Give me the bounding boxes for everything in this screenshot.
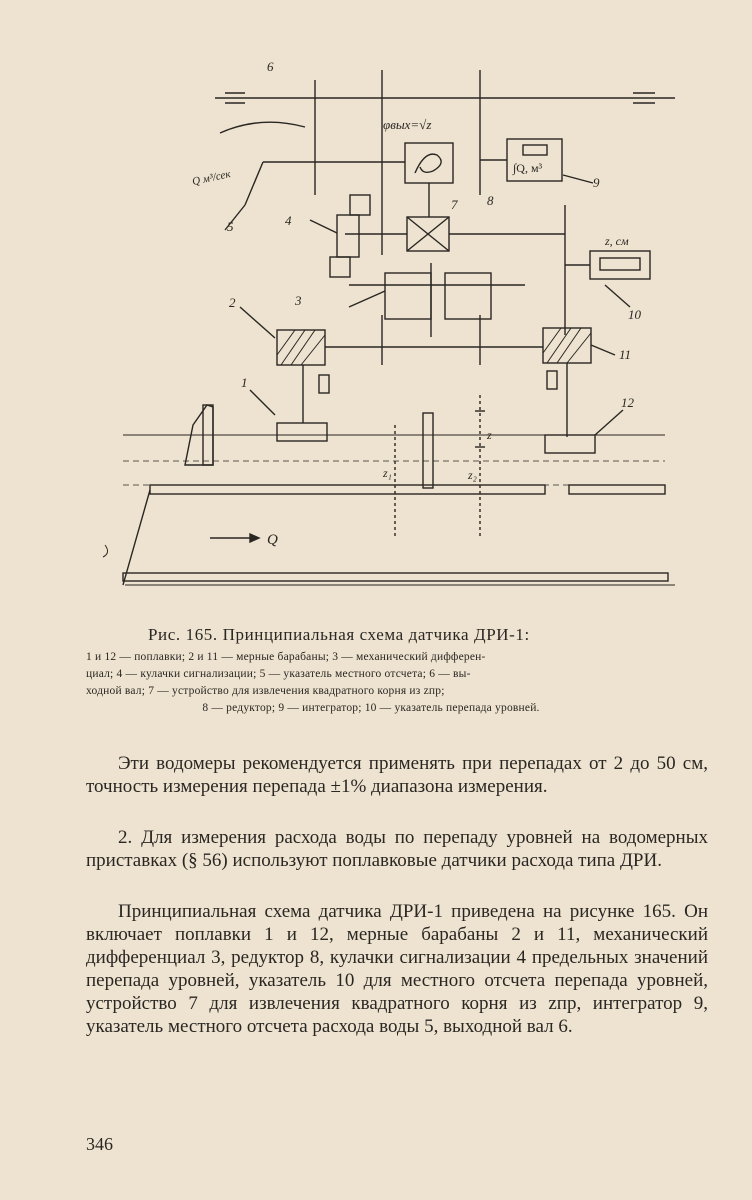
root-extractor-box	[405, 143, 453, 183]
paragraph-text: Эти водомеры рекомендуется применять при перепадах от 2 до 50 см, точность измерения перепада ±1% диапазона измерения.	[86, 753, 708, 797]
label-3: 3	[295, 293, 302, 308]
caption-line: ходной вал; 7 — устройство для извлечения квадратного корня из zпр;	[86, 685, 445, 697]
integrator-label: ∫Q, м³	[513, 161, 543, 175]
paragraph-text: 2. Для измерения расхода воды по перепаду уровней на водомерных приставках (§ 56) используют поплавковые датчики расхода типа ДРИ.	[86, 827, 708, 871]
paragraph-text: Принципиальная схема датчика ДРИ-1 приведена на рисунке 165. Он включает поплавки 1 и 12, мерные барабаны 2 и 11, механический дифференциал 3, редуктор 8, кулачки сигнализации 4 предельных значений перепада уровней, указатель 10 для местного отсчета перепада уровней, устройство 7 для извлечения квадратного корня из zпр, интегратор 9, указатель местного отсчета расхода воды 5, выходной вал 6.	[86, 901, 708, 1037]
page-number: 346	[86, 1134, 113, 1154]
caption-line: 1 и 12 — поплавки; 2 и 11 — мерные барабаны; 3 — механический дифферен-	[86, 651, 486, 663]
label-4: 4	[285, 213, 292, 228]
label-8: 8	[487, 193, 494, 208]
scale-pointer	[245, 162, 263, 205]
label-1: 1	[241, 375, 248, 390]
differential-left	[385, 273, 431, 319]
flow-unit-label: Q м³/сек	[191, 168, 232, 188]
float-right	[545, 435, 595, 453]
z1-label: z₁	[383, 466, 392, 480]
caption-line: циал; 4 — кулачки сигнализации; 5 — указатель местного отсчета; 6 — вы-	[86, 668, 471, 680]
level-difference-indicator	[590, 251, 650, 279]
label-9: 9	[593, 175, 600, 190]
body-paragraph-2	[86, 826, 708, 876]
dri1-schematic-diagram	[85, 45, 685, 600]
flow-q-label: Q	[267, 532, 278, 548]
body-paragraph-3	[86, 900, 708, 1042]
label-10: 10	[628, 307, 641, 322]
phi-output-formula: φвых=√z	[383, 117, 432, 132]
z2-label: z₂	[468, 468, 477, 482]
z-label: z	[487, 428, 492, 442]
label-5: 5	[227, 219, 234, 234]
z-cm-label: z, см	[605, 234, 629, 248]
differential-right	[445, 273, 491, 319]
label-12: 12	[621, 395, 634, 410]
flow-scale-arc	[220, 122, 305, 133]
label-11: 11	[619, 347, 632, 362]
figure-caption-legend	[86, 649, 656, 717]
label-6: 6	[267, 59, 274, 74]
label-2: 2	[229, 295, 236, 310]
caption-line: 8 — редуктор; 9 — интегратор; 10 — указатель перепада уровней.	[202, 702, 540, 714]
body-paragraph-1	[86, 752, 708, 802]
weir-wall	[423, 413, 433, 488]
figure-caption-title: Рис. 165. Принципиальная схема датчика ДРИ-1:	[148, 625, 530, 644]
label-7: 7	[451, 197, 458, 212]
float-left	[277, 423, 327, 441]
